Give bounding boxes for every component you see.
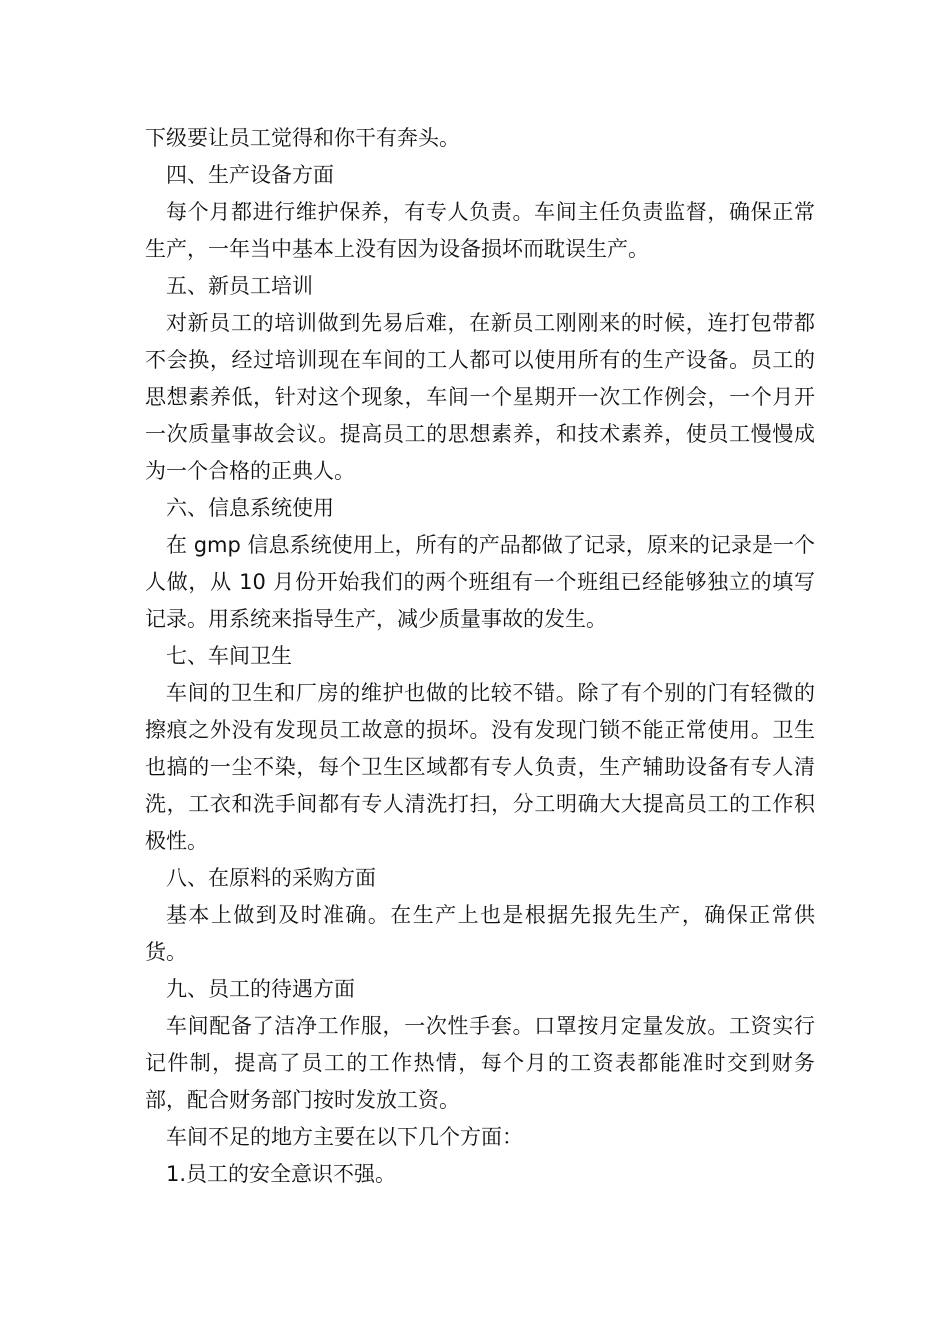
paragraph-shortcomings-intro: 车间不足的地方主要在以下几个方面： bbox=[166, 1125, 523, 1149]
document-body bbox=[145, 120, 815, 1193]
paragraph-training: 对新员工的培训做到先易后难，在新员工刚刚来的时候，连打包带都不会换，经过培训现在车间的工人都可以使用所有的生产设备。员工的思想素养低，针对这个现象，车间一个星期开一次工作例会，一个月开一次质量事故会议。提高员工的思想素养，和技术素养，使员工慢慢成为一个合格的正典人。 bbox=[145, 311, 815, 483]
list-item-shortcoming-1: 1.员工的安全意识不强。 bbox=[166, 1162, 397, 1186]
paragraph-benefits: 车间配备了洁净工作服，一次性手套。口罩按月定量发放。工资实行记件制，提高了员工的工作热情，每个月的工资表都能准时交到财务部，配合财务部门按时发放工资。 bbox=[145, 1014, 815, 1112]
paragraph-hygiene: 车间的卫生和厂房的维护也做的比较不错。除了有个别的门有轻微的擦痕之外没有发现员工故意的损坏。没有发现门锁不能正常使用。卫生也搞的一尘不染，每个卫生区域都有专人负责，生产辅助设备有专人清洗，工衣和洗手间都有专人清洗打扫，分工明确大大提高员工的工作积极性。 bbox=[145, 681, 815, 853]
heading-hygiene: 七、车间卫生 bbox=[166, 644, 292, 668]
heading-equipment: 四、生产设备方面 bbox=[166, 163, 334, 187]
paragraph-intro-tail: 下级要让员工觉得和你干有奔头。 bbox=[145, 126, 460, 150]
heading-procurement: 八、在原料的采购方面 bbox=[166, 866, 376, 890]
heading-training: 五、新员工培训 bbox=[166, 274, 313, 298]
heading-benefits: 九、员工的待遇方面 bbox=[166, 977, 355, 1001]
paragraph-procurement: 基本上做到及时准确。在生产上也是根据先报先生产，确保正常供货。 bbox=[145, 903, 815, 964]
heading-info-system: 六、信息系统使用 bbox=[166, 496, 334, 520]
paragraph-info-system: 在 gmp 信息系统使用上，所有的产品都做了记录，原来的记录是一个人做，从 10 月份开始我们的两个班组有一个班组已经能够独立的填写记录。用系统来指导生产，减少质量事故的发生。 bbox=[145, 533, 815, 631]
paragraph-equipment: 每个月都进行维护保养，有专人负责。车间主任负责监督，确保正常生产，一年当中基本上没有因为设备损坏而耽误生产。 bbox=[145, 200, 815, 261]
